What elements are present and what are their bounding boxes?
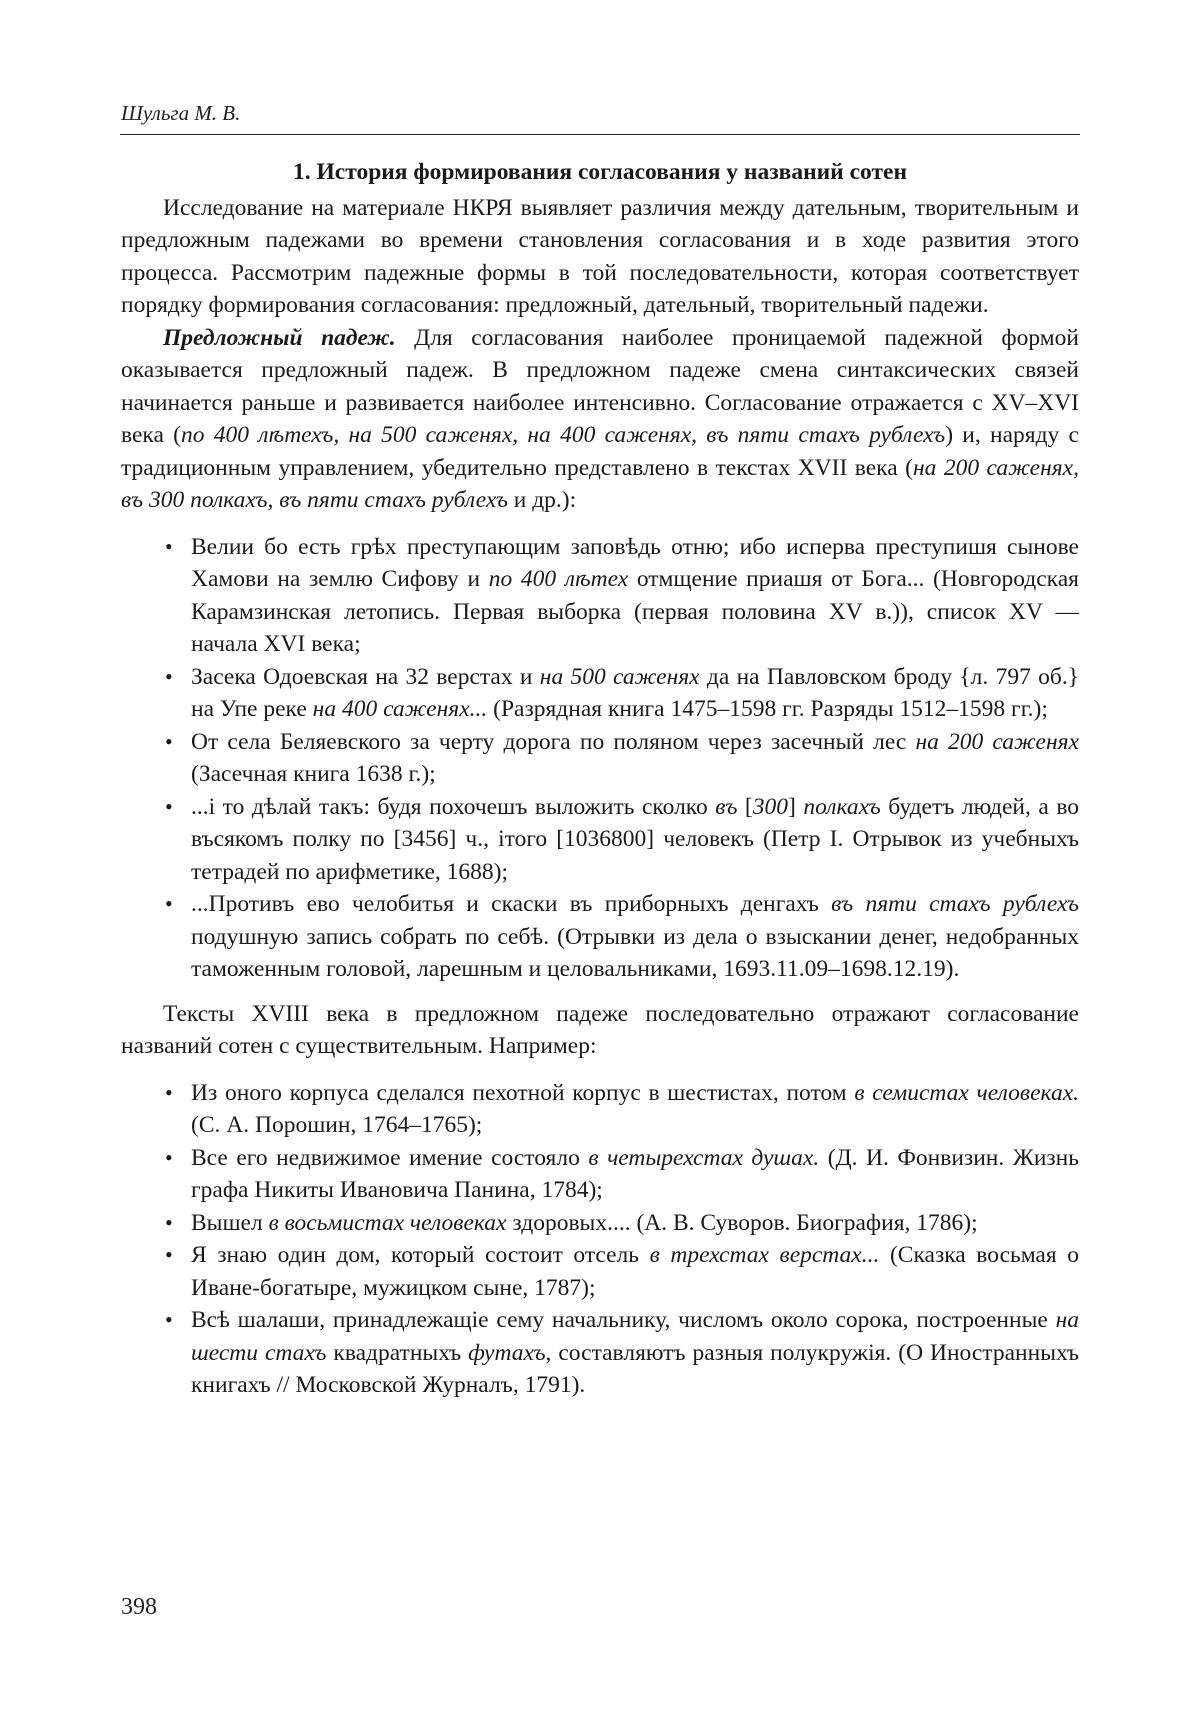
running-head: Шульга М. В.	[121, 101, 241, 125]
examples-list-early	[121, 531, 1079, 986]
paragraph-intro: Исследование на материале НКРЯ выявляет различия между дательным, творительным и предложным падежами во времени становления согласования и в ходе развития этого процесса. Рассмотрим падежные формы в той последовательности, которая соответствует порядку формирования согласования: предложный, дательный, творительный падежи.	[121, 194, 1079, 318]
page-number: 398	[121, 1594, 157, 1620]
examples-list-18th-century	[121, 1077, 1079, 1402]
list-item: • Засека Одоевская на 32 верстах и на 500 саженях да на Павловском броду {л. 797 об.} на Упе реке на 400 саженях... (Разрядная книга 1475–1598 гг. Разряды 1512–1598 гг.);	[121, 661, 1079, 726]
list-item: • ...Противъ ево челобитья и скаски въ приборныхъ денгахъ въ пяти стахъ рублехъ подушную запись собрать по себѣ. (Отрывки из дела о взыскании денег, недобранных таможенным головой, ларешным и целовальниками, 1693.11.09–1698.12.19).	[121, 888, 1079, 986]
list-item: • Велии бо есть грѣх преступающим заповѣдь отню; ибо исперва преступишя сынове Хамови на землю Сифову и по 400 лѣтех отмщение приашя от Бога... (Новгородская Карамзинская летопись. Первая выборка (первая половина XV в.)), список XV — начала XVI века;	[121, 531, 1079, 661]
paragraph-eighteenth-century: Тексты XVIII века в предложном падеже последовательно отражают согласование названий сотен с существительным. Например:	[121, 1000, 1079, 1059]
list-item: • Всѣ шалаши, принадлежащіе сему начальнику, числомъ около сорока, построенные на шести стахъ квадратныхъ футахъ, составляютъ разныя полукружія. (О Иностранныхъ книгахъ // Московской Журналъ, 1791).	[121, 1304, 1079, 1402]
list-item: • Все его недвижимое имение состояло в четырехстах душах. (Д. И. Фонвизин. Жизнь графа Никиты Ивановича Панина, 1784);	[121, 1142, 1079, 1207]
example-phrase: на 200 саженях, въ 300 полкахъ, въ пяти стахъ рублехъ	[121, 454, 1079, 513]
paragraph-lead: Предложный падеж.	[163, 324, 396, 351]
paragraph-prepositional: Предложный падеж. Для согласования наиболее проницаемой падежной формой оказывается предложный падеж. В предложном падеже смена синтаксических связей начинается раньше и развивается наиболее интенсивно. Согласование отражается с XV–XVI века (по 400 лѣтехъ, на 500 саженях, на 400 саженях, въ пяти стахъ рублехъ) и, наряду с традиционным управлением, убедительно представлено в текстах XVII века (на 200 саженях, въ 300 полкахъ, въ пяти стахъ рублехъ и др.):	[121, 324, 1079, 513]
list-item: • От села Беляевского за черту дорога по поляном через засечный лес на 200 саженях (Засечная книга 1638 г.);	[121, 726, 1079, 791]
list-item: • Вышел в восьмистах человеках здоровых.... (А. В. Суворов. Биография, 1786);	[121, 1207, 1079, 1240]
list-item: • Из оного корпуса сделался пехотной корпус в шестистах, потом в семистах человеках. (С. А. Порошин, 1764–1765);	[121, 1077, 1079, 1142]
list-item: • ...і то дѣлай такъ: будя похочешъ выложить сколко въ [300] полкахъ будетъ людей, а во въсякомъ полку по [3456] ч., ітого [1036800] человекъ (Петр I. Отрывок из учебныхъ тетрадей по арифметике, 1688);	[121, 791, 1079, 889]
header-rule	[120, 134, 1080, 135]
section-title: 1. История формирования согласования у названий сотен	[293, 159, 907, 185]
list-item: • Я знаю один дом, который состоит отсель в трехстах верстах... (Сказка восьмая о Иване-богатыре, мужицком сыне, 1787);	[121, 1239, 1079, 1304]
example-phrase: по 400 лѣтехъ, на 500 саженях, на 400 саженях, въ пяти стахъ рублехъ	[180, 422, 946, 448]
page-body	[121, 156, 1079, 1416]
